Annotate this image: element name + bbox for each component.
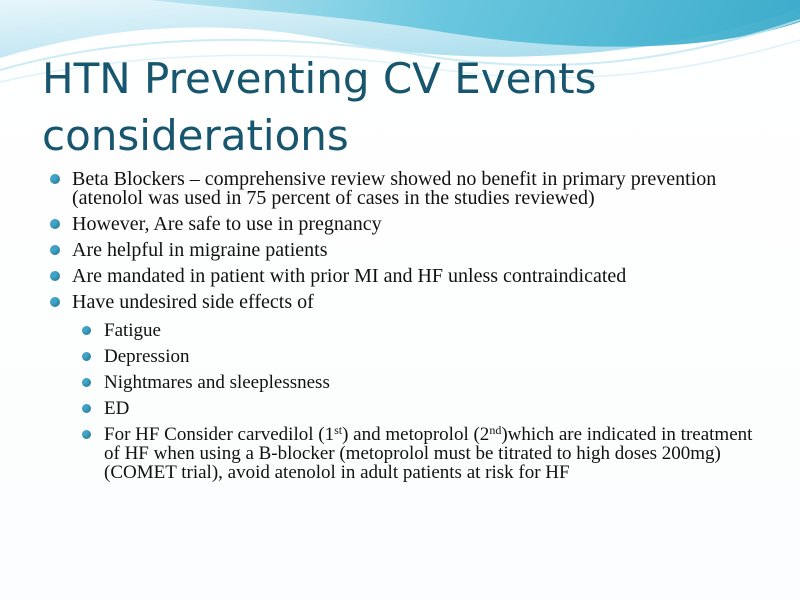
bullet-dot-icon (82, 326, 91, 335)
bullet-dot-icon (50, 245, 60, 255)
sub-bullet-list (82, 321, 770, 482)
title-line-2: considerations (42, 111, 349, 160)
slide-title (42, 50, 742, 164)
sub-bullet-item: Depression (82, 347, 770, 366)
bullet-dot-icon (50, 174, 60, 184)
slide-body (50, 170, 770, 489)
bullet-dot-icon (82, 404, 91, 413)
bullet-dot-icon (82, 430, 91, 439)
bullet-list (50, 170, 770, 482)
bullet-dot-icon (50, 271, 60, 281)
bullet-dot-icon (82, 378, 91, 387)
bullet-item: Are mandated in patient with prior MI and HF unless contraindicated (50, 267, 770, 286)
bullet-item: Have undesired side effects of Fatigue Depression Nightmares and sleeplessness ED For HF Consider carvedilol (1st) and metoprolol (2nd)which are indicated in treatment of HF when using a B-blocker (metoprolol must be titrated to high doses 200mg) (COMET trial), avoid atenolol in adult patients at risk for HF (50, 293, 770, 482)
title-line-1: HTN Preventing CV Events (42, 54, 597, 103)
bullet-dot-icon (50, 219, 60, 229)
sub-bullet-item: ED (82, 399, 770, 418)
sub-bullet-hf-note: For HF Consider carvedilol (1st) and metoprolol (2nd)which are indicated in treatment of HF when using a B-blocker (metoprolol must be titrated to high doses 200mg) (COMET trial), avoid atenolol in adult patients at risk for HF (82, 425, 770, 482)
bullet-item: Beta Blockers – comprehensive review showed no benefit in primary prevention (atenolol was used in 75 percent of cases in the studies reviewed) (50, 170, 770, 208)
sub-bullet-item: Nightmares and sleeplessness (82, 373, 770, 392)
bullet-item: Are helpful in migraine patients (50, 241, 770, 260)
bullet-dot-icon (82, 352, 91, 361)
sub-bullet-item: Fatigue (82, 321, 770, 340)
bullet-dot-icon (50, 297, 60, 307)
bullet-item: However, Are safe to use in pregnancy (50, 215, 770, 234)
